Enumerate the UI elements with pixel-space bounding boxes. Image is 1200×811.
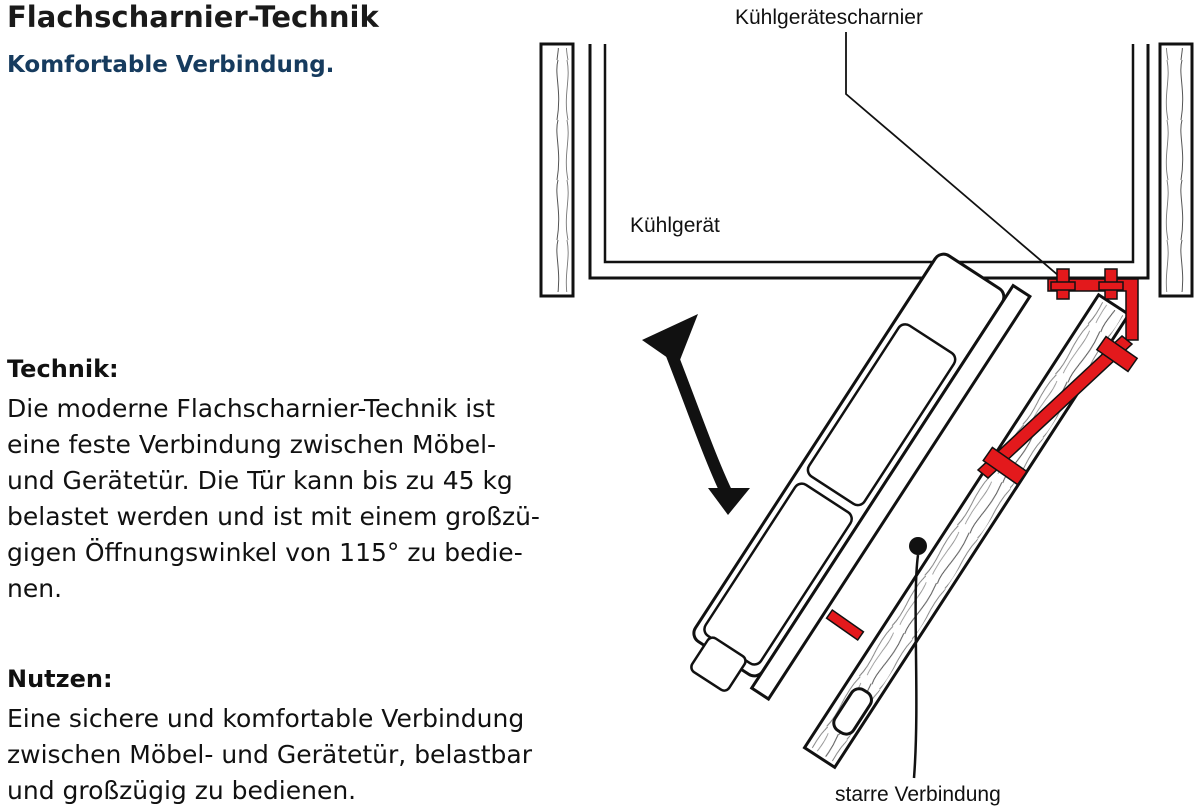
label-appliance-hinge: Kühlgerätescharnier — [735, 6, 923, 29]
nutzen-line: und großzügig zu bedienen. — [7, 776, 357, 805]
appliance-body — [590, 44, 1148, 278]
nutzen-heading: Nutzen: — [7, 665, 113, 693]
page-subtitle: Komfortable Verbindung. — [7, 52, 335, 78]
technik-line: gigen Öffnungswinkel von 115° zu bedie- — [7, 538, 523, 567]
technik-line: nen. — [7, 574, 63, 603]
technik-heading: Technik: — [7, 355, 119, 383]
cabinet-wall-right — [1160, 44, 1192, 296]
nutzen-line: zwischen Möbel- und Gerätetür, belastbar — [7, 740, 532, 769]
label-appliance: Kühlgerät — [630, 214, 720, 237]
appliance-door — [675, 242, 1030, 714]
swing-arrow-icon — [642, 314, 750, 515]
label-rigid-connection: starre Verbindung — [835, 783, 1001, 806]
technik-line: belastet werden und ist mit einem großzü- — [7, 502, 540, 531]
nutzen-line: Eine sichere und komfortable Verbindung — [7, 704, 525, 733]
hinge-leader-line — [846, 32, 1066, 282]
cabinet-wall-left — [541, 44, 573, 296]
page-title: Flachscharnier-Technik — [7, 0, 379, 34]
technik-line: Die moderne Flachscharnier-Technik ist — [7, 394, 496, 423]
technik-line: eine feste Verbindung zwischen Möbel- — [7, 430, 497, 459]
technik-line: und Gerätetür. Die Tür kann bis zu 45 kg — [7, 466, 513, 495]
